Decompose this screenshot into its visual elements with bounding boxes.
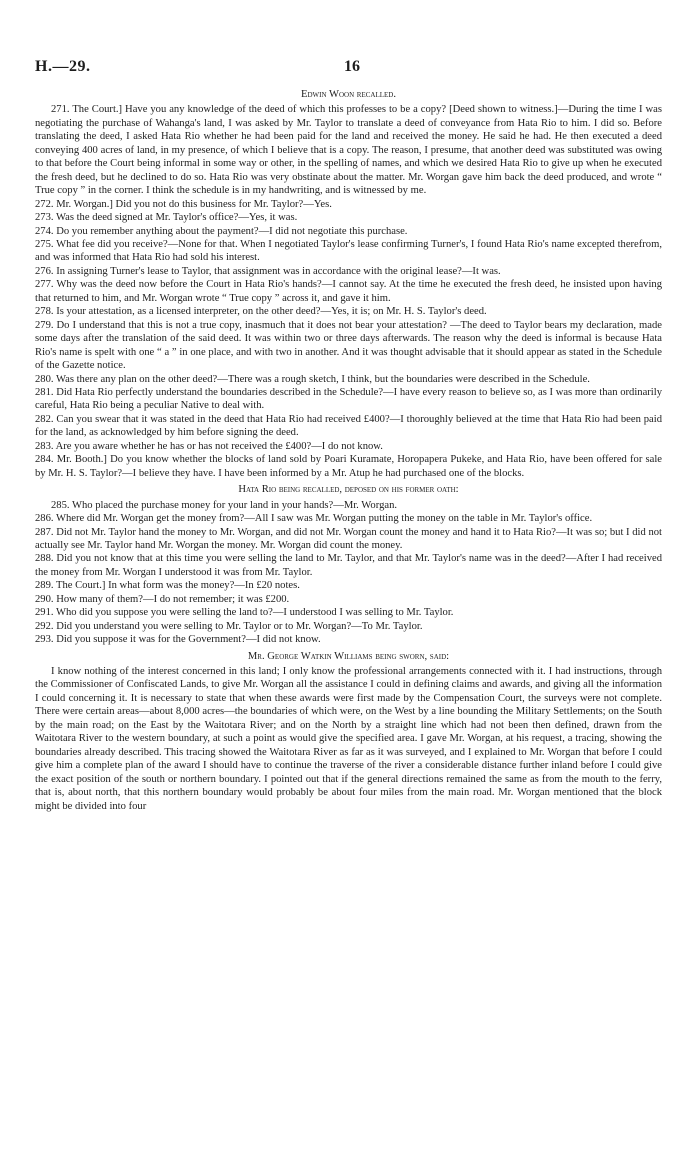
section-heading-williams: Mr. George Watkin Williams being sworn, said: [247, 650, 450, 662]
section-heading-hata: Hata Rio being recalled, deposed on his former oath: [238, 484, 459, 496]
document-body [35, 88, 662, 813]
section-text-woon: 271. The Court.] Have you any knowledge of the deed of which this professes to be a copy? [Deed shown to witness.]—During the time I was negotiating the purchase of Wahanga's land, I was asked by Mr. Taylor to translate a deed of conveyance from Hata Rio to him. I did so. Before translating the deed, I asked Hata Rio whether he had been paid for the land and received the money. He said he had. He then executed a deed conveying 400 acres of land, in my presence, of which I believe that is a copy. The reason, I presume, that another deed was substituted was owing to that before the Court being informal in some way or other, in the spelling of names, and which we desired Hata Rio to give up when he executed the fresh deed, but he declined to do so. Hata Rio was very obstinate about the matter. Mr. Worgan gave him back the deed produced, and wrote “ True copy ” in the corner. I think the schedule is in my handwriting, and is witnessed by me. 272. Mr. Worgan.] Did you not do this business for Mr. Taylor?—Yes. 273. Was the deed signed at Mr. Taylor's office?—Yes, it was. 274. Do you remember anything about the payment?—I did not negotiate this purchase. 275. What fee did you receive?—None for that. When I negotiated Taylor's lease confirming Turner's, I found Hata Rio's name excepted therefrom, and was informed that Hata Rio had sold his interest. 276. In assigning Turner's lease to Taylor, that assignment was in accordance with the original lease?—It was. 277. Why was the deed now before the Court in Hata Rio's hands?—I cannot say. At the time he executed the fresh deed, he insisted upon having that returned to him, and Mr. Worgan wrote “ True copy ” across it, and gave it him. 278. Is your attestation, as a licensed interpreter, on the other deed?—Yes, it is; on Mr. H. S. Taylor's deed. 279. Do I understand that this is not a true copy, inasmuch that it does not bear your attestation? —The deed to Taylor bears my declaration, made some days after the translation of the said deed. It was within two or three days afterwards. The reason why the deed is informal is because Hata Rio's name is spelt with one “ a ” in one place, and with two in another. And it was thought advisable that it should appear as stated in the Schedule of the Gazette notice. 280. Was there any plan on the other deed?—There was a rough sketch, I think, but the boundaries were described in the Schedule. 281. Did Hata Rio perfectly understand the boundaries described in the Schedule?—I have every reason to believe so, as I was more than ordinarily careful, Hata Rio being a peculiar Native to deal with. 282. Can you swear that it was stated in the deed that Hata Rio had received £400?—I thoroughly believed at the time that Hata Rio had been paid for the land, as acknowledged by him before signing the deed. 283. Are you aware whether he has or has not received the £400?—I do not know. 284. Mr. Booth.] Do you know whether the blocks of land sold by Poari Kuramate, Horopapera Pukeke, and Hata Rio, have been offered for sale by Mr. H. S. Taylor?—I believe they have. I have been informed by a Mr. Atup he had purchased one of the blocks. [35, 104, 662, 479]
page-header [35, 58, 662, 88]
page-number: 16 [344, 58, 360, 75]
section-heading-woon: Edwin Woon recalled. [301, 89, 396, 100]
section-text-williams: I know nothing of the interest concerned in this land; I only know the professional arrangements connected with it. I had instructions, through the Commissioner of Confiscated Lands, to give Mr. Worgan all the assistance I could in defining claims and awards, and giving all the information I could concerning it. It is necessary to state that when these awards were first made by the Compensation Court, the surveys were not complete. There were certain areas—about 8,000 acres—the boundaries of which were, on the West by a line bounding the Military Settlements; on the South by the main road; on the East by the Waitotara River; and on the North by a straight line which had not been then defined, drawn from the Waitotara River to the western boundary, at such a point as would give the specified area. I gave Mr. Worgan, at his request, a tracing, showing the boundaries already described. This tracing showed the Waitotara River as far as it was surveyed, and I explained to Mr. Worgan that before I could give him a complete plan of the award I should have to continue the traverse of the river a considerable distance further inland before I could give the exact position of the south or northern boundary. I pointed out that if the general directions remained the same as from the mouth to the ferry, that is, about north, that this northern boundary would probably be about four miles from the main road. Mr. Worgan mentioned that the block might be divided into four [35, 666, 662, 812]
document-code: H.—29. [35, 58, 91, 75]
section-text-hata: 285. Who placed the purchase money for your land in your hands?—Mr. Worgan. 286. Where did Mr. Worgan get the money from?—All I saw was Mr. Worgan putting the money on the table in Mr. Taylor's office. 287. Did not Mr. Taylor hand the money to Mr. Worgan, and did not Mr. Worgan count the money and hand it to Hata Rio?—It was so; but I did not actually see Mr. Taylor hand Mr. Worgan the money. Mr. Worgan did count the money. 288. Did you not know that at this time you were selling the land to Mr. Taylor, and that Mr. Taylor's name was in the deed?—After I had received the money from Mr. Worgan I understood it was from Mr. Taylor. 289. The Court.] In what form was the money?—In £20 notes. 290. How many of them?—I do not remember; it was £200. 291. Who did you suppose you were selling the land to?—I understood I was selling to Mr. Taylor. 292. Did you understand you were selling to Mr. Taylor or to Mr. Worgan?—To Mr. Taylor. 293. Did you suppose it was for the Government?—I did not know. [35, 499, 662, 646]
